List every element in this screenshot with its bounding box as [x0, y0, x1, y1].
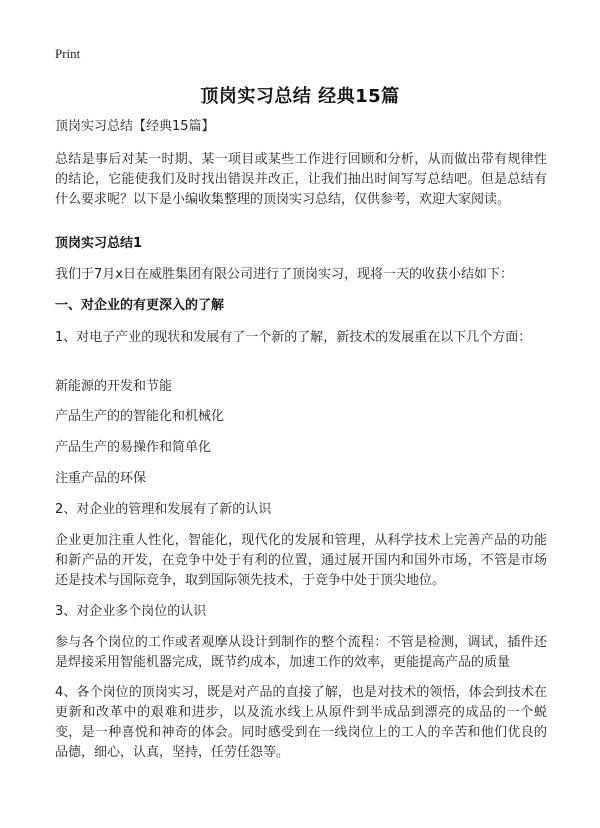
section-intro: 我们于7月x日在威胜集团有限公司进行了顶岗实习，现将一天的收获小结如下：	[55, 267, 513, 282]
bullet-item: 新能源的开发和节能	[55, 379, 173, 394]
document-subtitle: 顶岗实习总结【经典15篇】	[55, 119, 215, 134]
bullet-item: 注重产品的环保	[55, 471, 147, 486]
bullet-item: 产品生产的的智能化和机械化	[55, 409, 225, 424]
part1-heading: 一、对企业的有更深入的了解	[55, 298, 225, 313]
item-4-paragraph: 4、各个岗位的顶岗实习，既是对产品的直接了解，也是对技术的领悟，体会到技术在更新和改革中的艰难和进步，以及流水线上从原件到半成品到漂亮的成品的一个蜕变，是一种喜悦和神奇的体会。同时感受到在一线岗位上的工人的辛苦和他们优良的品德，细心，认真，坚持，任劳任怨等。	[55, 685, 547, 760]
item-3-heading: 3、对企业多个岗位的认识	[55, 604, 207, 619]
section-heading: 顶岗实习总结1	[55, 236, 143, 251]
bullet-item: 产品生产的易操作和简单化	[55, 440, 212, 455]
item-2-paragraph: 企业更加注重人性化，智能化，现代化的发展和管理，从科学技术上完善产品的功能和新产品的开发，在竞争中处于有利的位置，通过展开国内和国外市场，不管是市场还是技术与国际竞争，取到国际领先技术，于竞争中处于顶尖地位。	[55, 533, 547, 588]
item-3-paragraph: 参与各个岗位的工作或者观摩从设计到制作的整个流程：不管是检测，调试，插件还是焊接采用智能机器完成，既节约成本，加速工作的效率，更能提高产品的质量	[55, 635, 547, 670]
page-title: 顶岗实习总结 经典15篇	[200, 86, 400, 107]
item-1-paragraph: 1、对电子产业的现状和发展有了一个新的了解，新技术的发展重在以下几个方面：	[55, 330, 532, 345]
intro-paragraph: 总结是事后对某一时期、某一项目或某些工作进行回顾和分析，从而做出带有规律性的结论，它能使我们及时找出错误并改正，让我们抽出时间写写总结吧。但是总结有什么要求呢？以下是小编收集整理的顶岗实习总结，仅供参考，欢迎大家阅读。	[55, 152, 547, 207]
item-2-heading: 2、对企业的管理和发展有了新的认识	[55, 502, 272, 517]
print-link[interactable]: Print	[55, 46, 81, 61]
